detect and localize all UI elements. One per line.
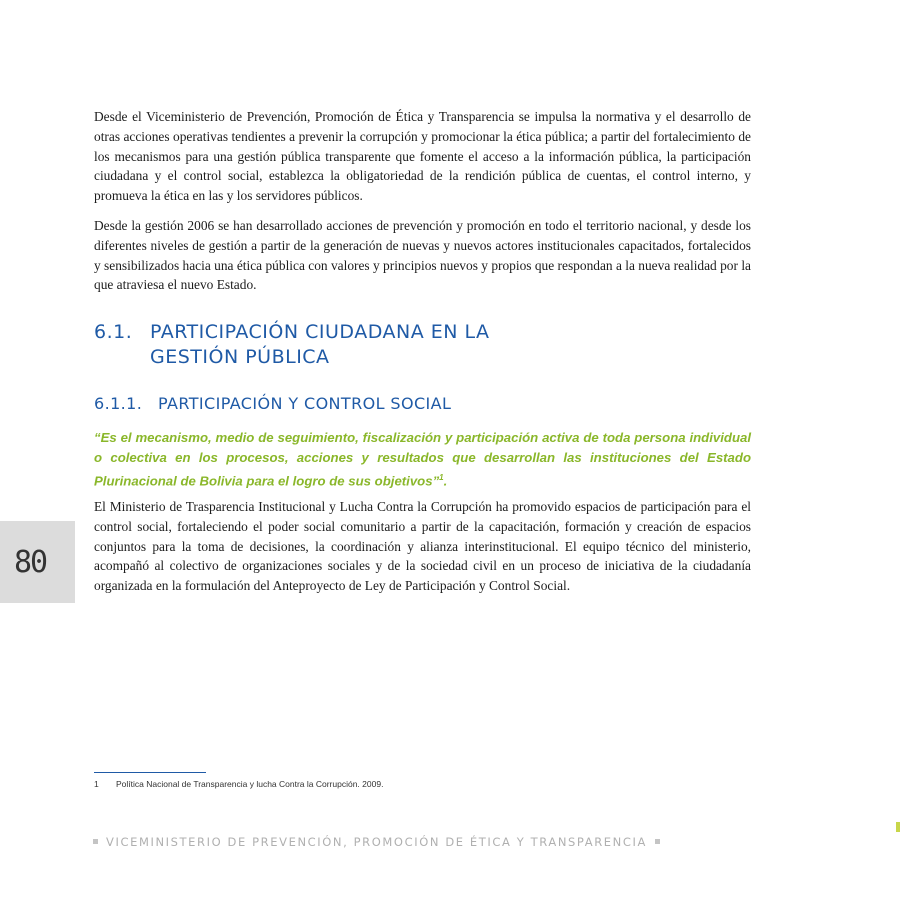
- subsection-heading: [94, 393, 614, 415]
- running-footer: [93, 835, 660, 849]
- subsection-number: 6.1.1.: [94, 394, 143, 413]
- footnote-divider: [94, 772, 206, 773]
- footnote-number: 1: [94, 779, 99, 789]
- quote-text: “Es el mecanismo, medio de seguimiento, fiscalización y participación activa de toda persona individual o colectiva en los procesos, acciones y resultados que desarrollan las instituciones del Estado Plurinacional de Bolivia para el logro de sus objetivos”: [94, 430, 751, 489]
- square-bullet-icon: [93, 839, 98, 844]
- subsection-title: PARTICIPACIÓN Y CONTROL SOCIAL: [158, 394, 452, 413]
- paragraph: Desde el Viceministerio de Prevención, Promoción de Ética y Transparencia se impulsa la normativa y el desarrollo de otras acciones operativas tendientes a prevenir la corrupción y promocionar la ética pública; a partir del fortalecimiento de los mecanismos para una gestión pública transparente que fomente el acceso a la información pública, la participación ciudadana y el control social, establezca la obligatoriedad de la rendición pública de cuentas, el control interno, y promueva la ética en las y los servidores públicos.: [94, 109, 751, 204]
- section-title: PARTICIPACIÓN CIUDADANA EN LA GESTIÓN PÚBLICA: [150, 321, 490, 368]
- paragraph: Desde la gestión 2006 se han desarrollado acciones de prevención y promoción en todo el territorio nacional, y desde los diferentes niveles de gestión a partir de la generación de nuevas y nuevos actores institucionales capacitados, fortalecidos y sensibilizados hacia una ética pública con valores y principios nuevos y propios que respondan a la nueva realidad por la que atraviesa el nuevo Estado.: [94, 217, 751, 293]
- footnote-text: Política Nacional de Transparencia y lucha Contra la Corrupción. 2009.: [116, 779, 384, 789]
- section-number: 6.1.: [94, 321, 133, 343]
- page-number: 80: [14, 545, 47, 580]
- intro-text: [94, 107, 751, 305]
- section-heading: [94, 320, 614, 370]
- definition-quote: [94, 428, 751, 491]
- footnote: [94, 779, 383, 789]
- page-number-tab: [0, 521, 75, 603]
- footer-text: VICEMINISTERIO DE PREVENCIÓN, PROMOCIÓN DE ÉTICA Y TRANSPARENCIA: [106, 835, 647, 849]
- footnote-reference: 1: [439, 473, 444, 482]
- paragraph: El Ministerio de Trasparencia Institucional y Lucha Contra la Corrupción ha promovido espacios de participación para el control social, fortaleciendo el poder social comunitario a partir de la capacitación, formación y creación de espacios conjuntos para la toma de decisiones, la coordinación y alianza interinstitucional. El equipo técnico del ministerio, acompañó al colectivo de organizaciones sociales y de la sociedad civil en un proceso de iniciativa de la ciudadanía organizada en la formulación del Anteproyecto de Ley de Participación y Control Social.: [94, 499, 751, 594]
- quote-trailing: .: [443, 473, 448, 489]
- edge-color-mark: [896, 822, 900, 832]
- square-bullet-icon: [655, 839, 660, 844]
